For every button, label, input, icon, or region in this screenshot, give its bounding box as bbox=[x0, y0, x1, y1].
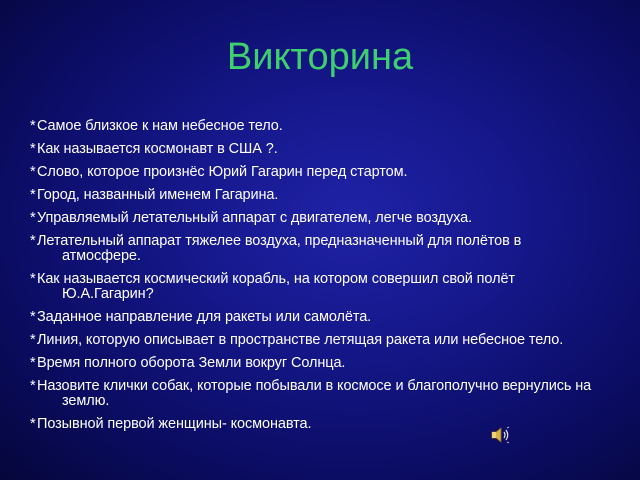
question-text: Линия, которую описывает в пространстве летящая ракета или небесное тело. bbox=[37, 332, 564, 348]
question-text: Заданное направление для ракеты или самолёта. bbox=[37, 309, 372, 325]
question-text: Слово, которое произнёс Юрий Гагарин перед стартом. bbox=[37, 164, 408, 180]
question-text: Позывной первой женщины- космонавта. bbox=[37, 416, 312, 432]
question-10 bbox=[30, 356, 602, 371]
slide-title: Викторина bbox=[226, 36, 414, 78]
question-2 bbox=[30, 142, 602, 157]
question-text: Назовите клички собак, которые побывали в космосе и благополучно вернулись на землю. bbox=[37, 378, 592, 409]
bullet: * bbox=[30, 233, 36, 249]
bullet: * bbox=[30, 210, 36, 226]
question-text: Город, названный именем Гагарина. bbox=[37, 187, 279, 203]
bullet: * bbox=[30, 164, 36, 180]
question-text: Время полного оборота Земли вокруг Солнца. bbox=[37, 355, 346, 371]
question-5 bbox=[30, 211, 602, 226]
speaker-icon-graphic bbox=[490, 425, 512, 445]
question-7 bbox=[30, 272, 602, 302]
bullet: * bbox=[30, 309, 36, 325]
bullet: * bbox=[30, 355, 36, 371]
question-8 bbox=[30, 310, 602, 325]
question-3 bbox=[30, 165, 602, 180]
question-12 bbox=[30, 417, 602, 432]
question-text: Управляемый летательный аппарат с двигателем, легче воздуха. bbox=[37, 210, 473, 226]
question-11 bbox=[30, 379, 602, 409]
bullet: * bbox=[30, 271, 36, 287]
bullet: * bbox=[30, 118, 36, 134]
speaker-icon[interactable] bbox=[490, 425, 512, 445]
question-text: Как называется космический корабль, на котором совершил свой полёт Ю.А.Гагарин? bbox=[37, 271, 515, 302]
bullet: * bbox=[30, 141, 36, 157]
bullet: * bbox=[30, 416, 36, 432]
question-4 bbox=[30, 188, 602, 203]
question-6 bbox=[30, 234, 602, 264]
quiz-question-list bbox=[30, 119, 602, 440]
question-9 bbox=[30, 333, 602, 348]
question-1 bbox=[30, 119, 602, 134]
question-text: Самое близкое к нам небесное тело. bbox=[37, 118, 283, 134]
question-text: Как называется космонавт в США ?. bbox=[37, 141, 278, 157]
bullet: * bbox=[30, 187, 36, 203]
question-text: Летательный аппарат тяжелее воздуха, предназначенный для полётов в атмосфере. bbox=[37, 233, 522, 264]
bullet: * bbox=[30, 378, 36, 394]
bullet: * bbox=[30, 332, 36, 348]
